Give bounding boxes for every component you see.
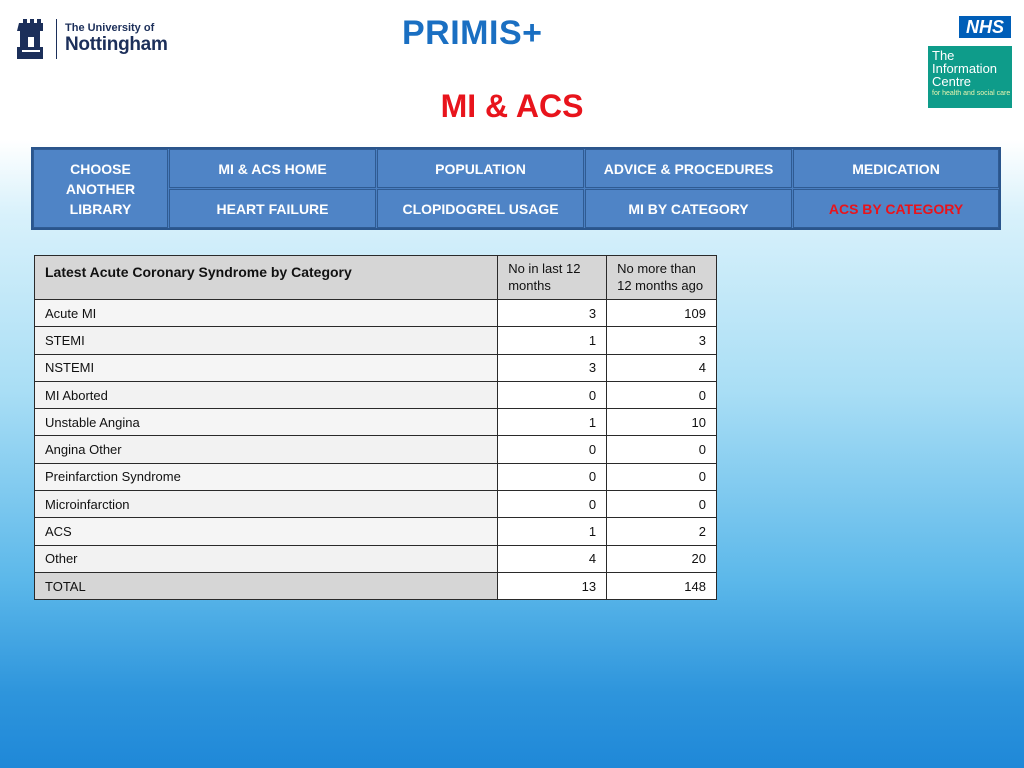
- row-more-than-12-months: 3: [607, 327, 717, 354]
- header-last-12-months: No in last 12 months: [498, 256, 607, 300]
- row-more-than-12-months: 148: [607, 572, 717, 599]
- choose-another-library-button[interactable]: CHOOSE ANOTHER LIBRARY: [33, 149, 168, 228]
- row-category: Preinfarction Syndrome: [35, 463, 498, 490]
- row-last-12-months: 0: [498, 463, 607, 490]
- logo-divider: [56, 19, 57, 59]
- header-more-than-12-months: No more than 12 months ago: [607, 256, 717, 300]
- nav-acs-by-category[interactable]: ACS BY CATEGORY: [793, 189, 999, 228]
- nav-clopidogrel-usage[interactable]: CLOPIDOGREL USAGE: [377, 189, 584, 228]
- nav-heart-failure[interactable]: HEART FAILURE: [169, 189, 376, 228]
- row-last-12-months: 1: [498, 327, 607, 354]
- nav-medication[interactable]: MEDICATION: [793, 149, 999, 188]
- table-row: [35, 300, 717, 327]
- information-centre-logo[interactable]: [928, 46, 1012, 108]
- page-title: MI & ACS: [440, 88, 584, 124]
- castle-crest-icon: [16, 17, 46, 61]
- university-name: [65, 23, 168, 54]
- row-last-12-months: 3: [498, 354, 607, 381]
- table-row: [35, 572, 717, 599]
- row-category: TOTAL: [35, 572, 498, 599]
- row-last-12-months: 0: [498, 491, 607, 518]
- row-category: NSTEMI: [35, 354, 498, 381]
- header-category: Latest Acute Coronary Syndrome by Category: [35, 256, 498, 300]
- row-more-than-12-months: 0: [607, 381, 717, 408]
- table-row: [35, 409, 717, 436]
- row-category: STEMI: [35, 327, 498, 354]
- row-more-than-12-months: 0: [607, 491, 717, 518]
- row-last-12-months: 4: [498, 545, 607, 572]
- university-name-big: Nottingham: [65, 33, 168, 55]
- library-navigation: [31, 147, 1001, 230]
- row-category: Unstable Angina: [35, 409, 498, 436]
- row-category: Other: [35, 545, 498, 572]
- row-category: Angina Other: [35, 436, 498, 463]
- table-header-row: [35, 256, 717, 300]
- row-more-than-12-months: 10: [607, 409, 717, 436]
- nav-mi-acs-home[interactable]: MI & ACS HOME: [169, 149, 376, 188]
- row-more-than-12-months: 109: [607, 300, 717, 327]
- row-last-12-months: 1: [498, 409, 607, 436]
- table-body: [35, 300, 717, 600]
- table-row: [35, 545, 717, 572]
- nav-advice-procedures[interactable]: ADVICE & PROCEDURES: [585, 149, 792, 188]
- ic-subtitle: for health and social care: [932, 90, 1011, 97]
- ic-line-1: The: [932, 48, 955, 63]
- university-logo[interactable]: [16, 16, 176, 62]
- row-more-than-12-months: 0: [607, 463, 717, 490]
- row-last-12-months: 0: [498, 381, 607, 408]
- table-row: [35, 327, 717, 354]
- nhs-logo[interactable]: NHS: [959, 16, 1011, 38]
- row-more-than-12-months: 4: [607, 354, 717, 381]
- row-last-12-months: 1: [498, 518, 607, 545]
- table-row: [35, 491, 717, 518]
- table-row: [35, 381, 717, 408]
- acs-category-table: [34, 255, 717, 600]
- row-category: MI Aborted: [35, 381, 498, 408]
- row-category: Microinfarction: [35, 491, 498, 518]
- nav-mi-by-category[interactable]: MI BY CATEGORY: [585, 189, 792, 228]
- ic-line-2: Information: [932, 61, 998, 76]
- row-category: Acute MI: [35, 300, 498, 327]
- row-last-12-months: 3: [498, 300, 607, 327]
- nav-population[interactable]: POPULATION: [377, 149, 584, 188]
- table-row: [35, 518, 717, 545]
- row-last-12-months: 0: [498, 436, 607, 463]
- ic-line-3: Centre: [932, 74, 972, 89]
- row-more-than-12-months: 0: [607, 436, 717, 463]
- primis-logo[interactable]: PRIMIS+: [402, 14, 543, 52]
- table-row: [35, 436, 717, 463]
- row-last-12-months: 13: [498, 572, 607, 599]
- university-name-small: The University of: [65, 22, 155, 35]
- row-more-than-12-months: 2: [607, 518, 717, 545]
- row-category: ACS: [35, 518, 498, 545]
- page-header: [0, 0, 1024, 140]
- row-more-than-12-months: 20: [607, 545, 717, 572]
- table-row: [35, 463, 717, 490]
- table-row: [35, 354, 717, 381]
